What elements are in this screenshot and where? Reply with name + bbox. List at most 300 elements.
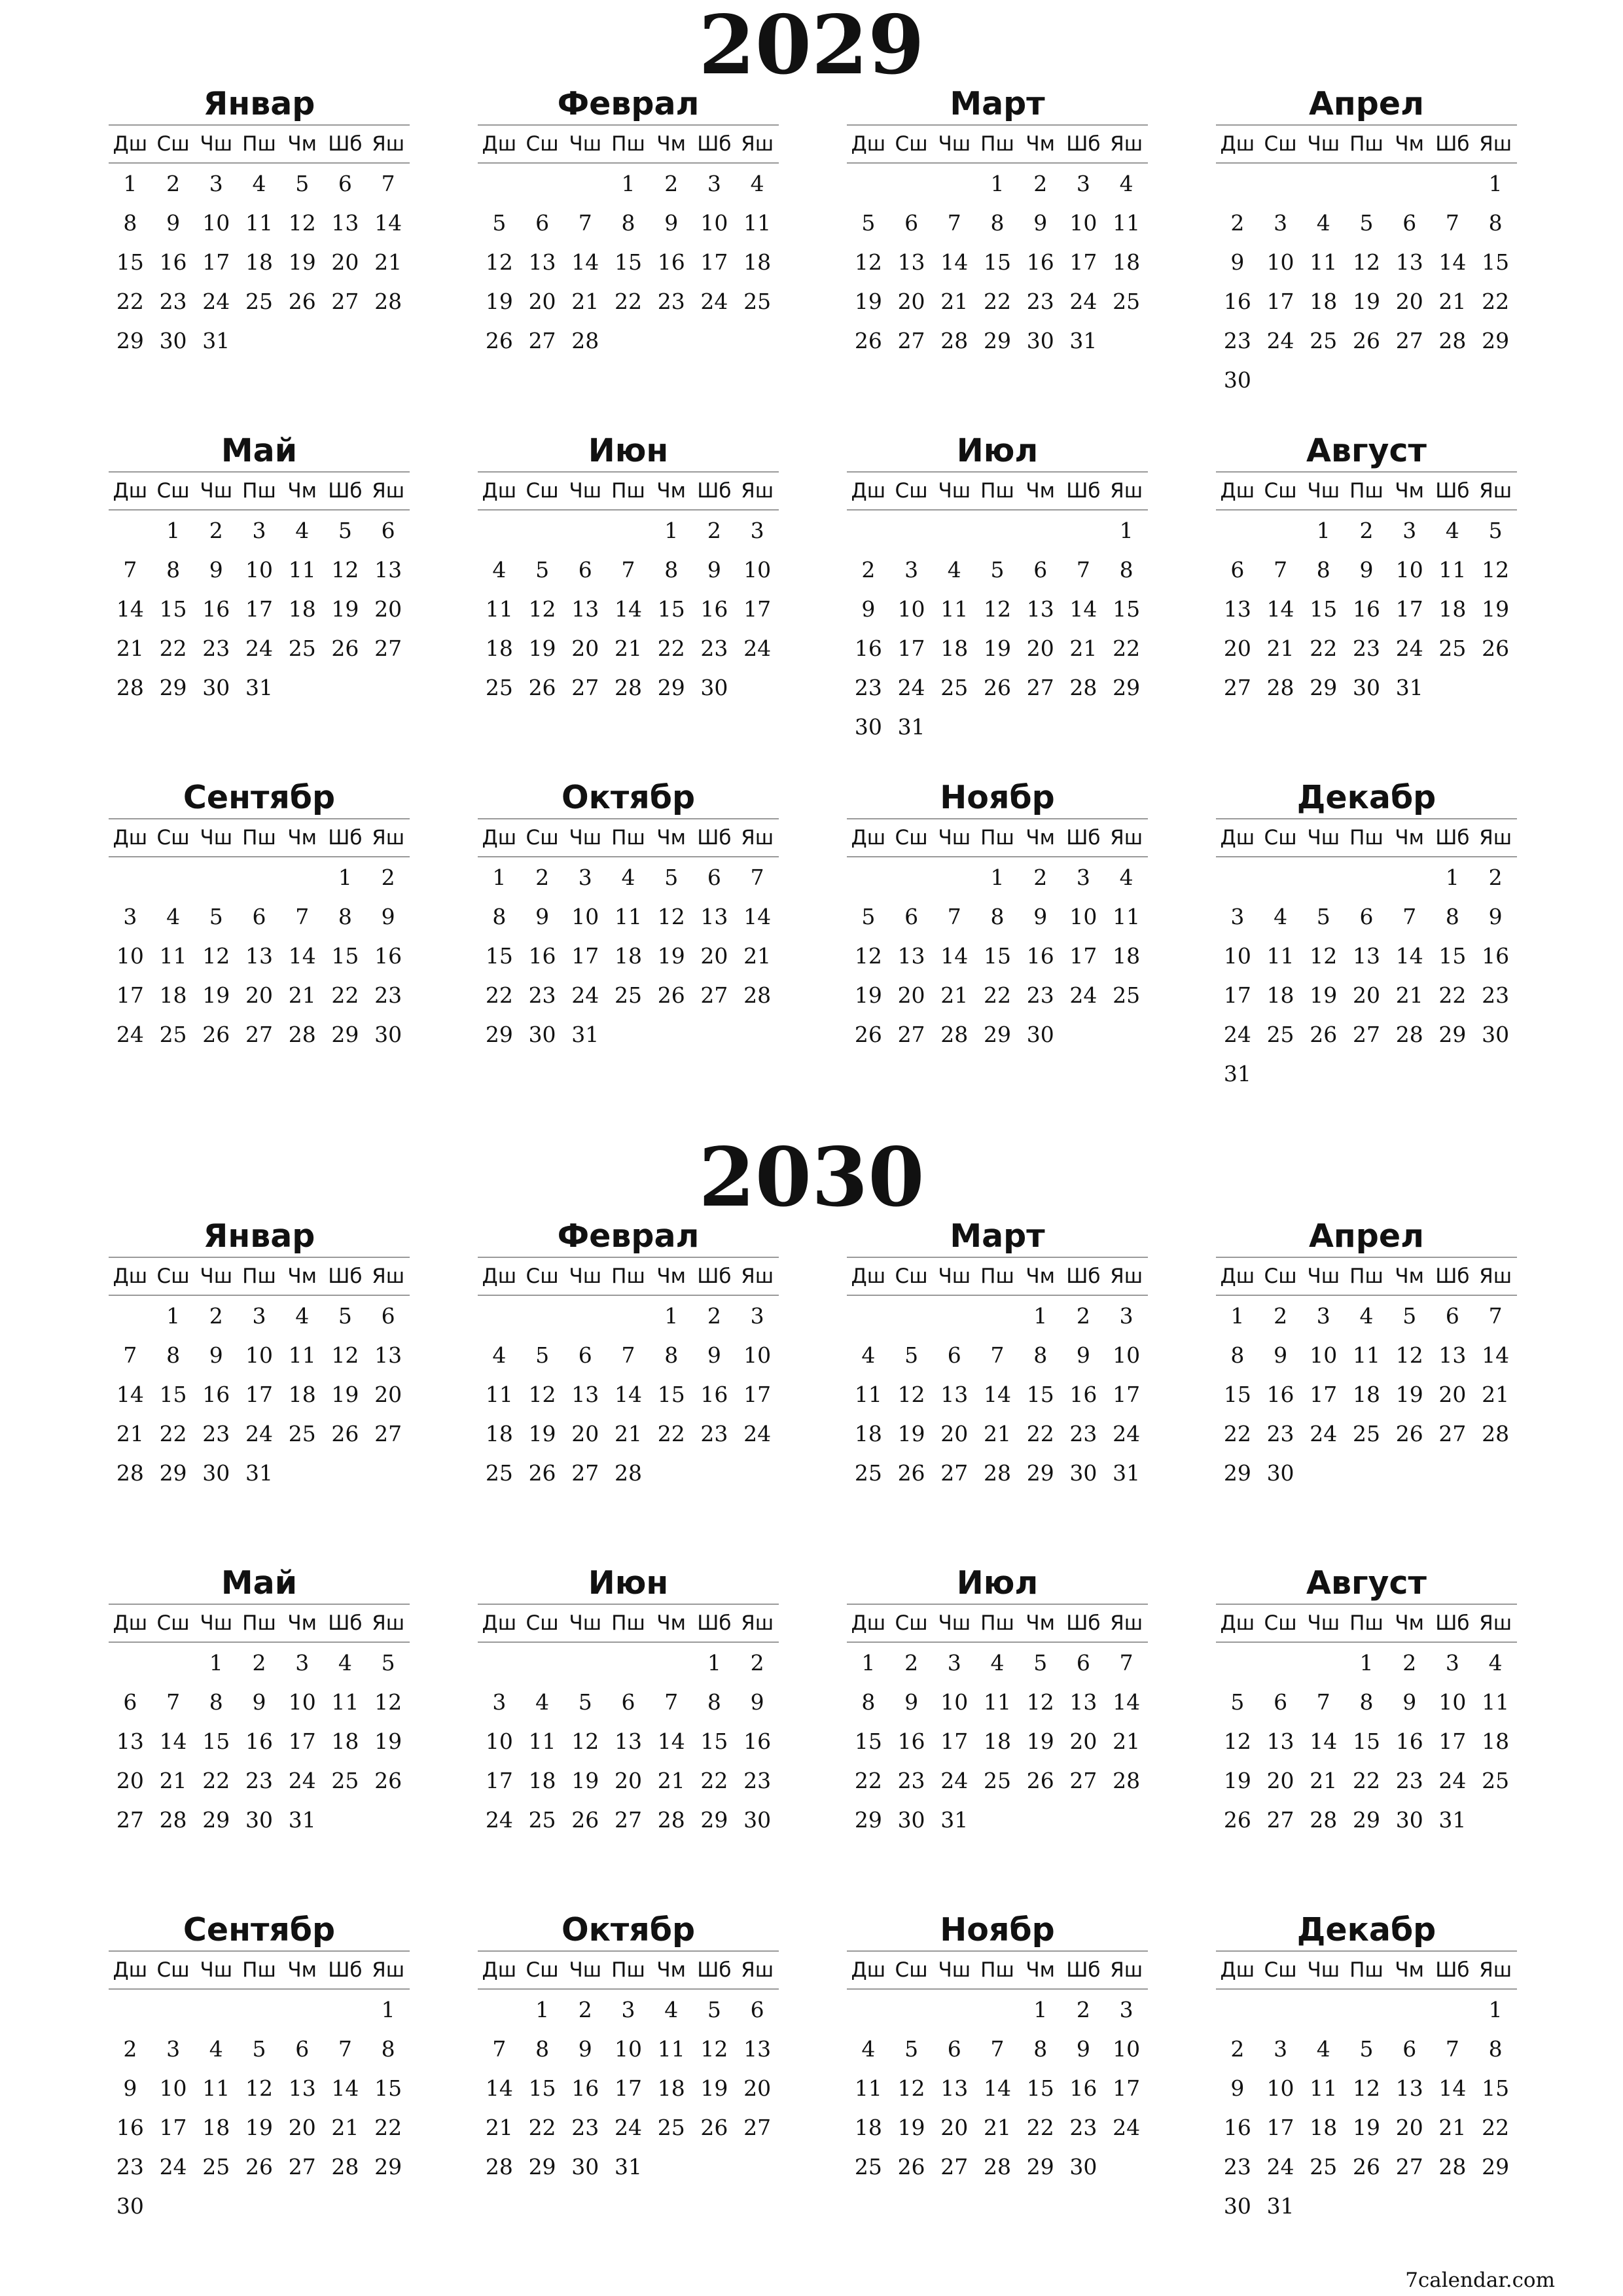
month-block	[109, 1563, 410, 1839]
weekday-label: Шб	[1435, 1958, 1470, 1982]
day-cell: 21	[940, 288, 969, 314]
day-cell: 9	[535, 903, 550, 929]
day-cell: 25	[854, 1460, 882, 1486]
month-block	[847, 431, 1148, 746]
day-cell: 19	[1352, 2114, 1380, 2140]
day-cell: 8	[664, 556, 679, 583]
day-cell: 25	[202, 2153, 230, 2179]
day-cell: 15	[202, 1728, 230, 1754]
day-cell: 23	[854, 674, 882, 700]
day-cell: 23	[1223, 2153, 1251, 2179]
day-cell: 27	[528, 327, 556, 353]
day-cell: 12	[571, 1728, 599, 1754]
day-cell: 6	[1445, 1302, 1459, 1329]
month-name: Март	[950, 85, 1045, 122]
day-cell: 11	[983, 1689, 1011, 1715]
day-cell: 21	[940, 982, 969, 1008]
day-cell: 28	[485, 2153, 513, 2179]
month-block	[1216, 84, 1517, 399]
day-cell: 25	[485, 1460, 513, 1486]
day-cell: 24	[1438, 1767, 1467, 1793]
day-cell: 1	[492, 864, 507, 890]
weekday-label: Чм	[1026, 132, 1056, 156]
day-cell: 16	[1026, 942, 1054, 969]
weekday-label: Пш	[242, 132, 276, 156]
day-cell: 12	[1352, 2075, 1380, 2101]
day-cell: 20	[331, 249, 359, 275]
weekday-label: Дш	[851, 1265, 886, 1288]
day-cell: 8	[1445, 903, 1459, 929]
day-cell: 12	[374, 1689, 402, 1715]
day-cell: 30	[374, 1021, 402, 1047]
weekday-label: Сш	[156, 1265, 190, 1288]
day-cell: 31	[245, 674, 273, 700]
weekday-header	[478, 124, 779, 164]
day-cell: 30	[202, 674, 230, 700]
day-cell: 11	[1310, 249, 1338, 275]
weekday-label: Чм	[287, 479, 317, 503]
weekday-header	[1216, 124, 1517, 164]
weekday-label: Яш	[741, 1265, 774, 1288]
day-cell: 9	[252, 1689, 266, 1715]
day-cell: 17	[1266, 2114, 1294, 2140]
weekday-label: Сш	[526, 479, 559, 503]
day-cell: 21	[1438, 2114, 1467, 2140]
day-cell: 19	[1352, 288, 1380, 314]
day-cell: 17	[743, 1381, 772, 1407]
day-cell: 22	[657, 1420, 685, 1446]
weekday-label: Яш	[741, 1611, 774, 1635]
weekday-label: Дш	[1220, 1611, 1255, 1635]
weekday-label: Пш	[242, 1611, 276, 1635]
day-cell: 2	[750, 1649, 764, 1676]
day-cell: 26	[245, 2153, 273, 2179]
day-cell: 1	[381, 1996, 395, 2022]
weekday-label: Дш	[113, 1958, 148, 1982]
weekday-label: Чм	[1026, 479, 1056, 503]
weekday-label: Пш	[980, 1265, 1014, 1288]
day-cell: 10	[202, 209, 230, 236]
day-cell: 17	[288, 1728, 316, 1754]
day-cell: 23	[528, 982, 556, 1008]
day-cell: 8	[1119, 556, 1133, 583]
day-cell: 6	[1274, 1689, 1288, 1715]
month-name: Июл	[956, 1564, 1039, 1602]
day-cell: 2	[209, 1302, 223, 1329]
day-cell: 3	[1119, 1302, 1133, 1329]
weekday-label: Яш	[1110, 479, 1143, 503]
day-cell: 14	[743, 903, 772, 929]
month-block	[1216, 1910, 1517, 2225]
day-cell: 29	[983, 1021, 1011, 1047]
day-cell: 28	[1438, 327, 1467, 353]
day-cell: 14	[1069, 596, 1097, 622]
day-cell: 21	[485, 2114, 513, 2140]
day-cell: 15	[657, 596, 685, 622]
day-cell: 23	[1352, 635, 1380, 661]
day-cell: 9	[750, 1689, 764, 1715]
day-cell: 1	[123, 170, 137, 196]
month-name: Август	[1306, 432, 1427, 469]
day-cell: 7	[381, 170, 395, 196]
month-name: Июл	[956, 432, 1039, 469]
days-grid	[478, 1296, 779, 1492]
day-cell: 31	[1266, 2193, 1294, 2219]
day-cell: 8	[861, 1689, 876, 1715]
day-cell: 16	[202, 1381, 230, 1407]
day-cell: 18	[743, 249, 772, 275]
day-cell: 13	[1266, 1728, 1294, 1754]
day-cell: 4	[166, 903, 181, 929]
day-cell: 16	[1026, 249, 1054, 275]
weekday-label: Шб	[1435, 1265, 1470, 1288]
weekday-label: Дш	[482, 132, 517, 156]
day-cell: 12	[983, 596, 1011, 622]
weekday-label: Дш	[1220, 479, 1255, 503]
weekday-label: Чш	[200, 479, 233, 503]
day-cell: 1	[861, 1649, 876, 1676]
day-cell: 3	[1274, 209, 1288, 236]
day-cell: 18	[1266, 982, 1294, 1008]
day-cell: 22	[1026, 2114, 1054, 2140]
day-cell: 27	[116, 1806, 144, 1833]
day-cell: 26	[1026, 1767, 1054, 1793]
day-cell: 23	[202, 1420, 230, 1446]
day-cell: 26	[1352, 327, 1380, 353]
day-cell: 12	[1223, 1728, 1251, 1754]
month-block	[1216, 778, 1517, 1093]
weekday-header	[478, 471, 779, 511]
day-cell: 25	[1482, 1767, 1510, 1793]
day-cell: 3	[209, 170, 223, 196]
weekday-label: Шб	[1066, 1265, 1101, 1288]
day-cell: 4	[1316, 2036, 1330, 2062]
weekday-label: Яш	[1479, 479, 1512, 503]
day-cell: 15	[374, 2075, 402, 2101]
weekday-label: Пш	[1349, 826, 1383, 850]
day-cell: 6	[947, 1342, 961, 1368]
weekday-label: Шб	[328, 826, 363, 850]
day-cell: 28	[940, 327, 969, 353]
day-cell: 14	[485, 2075, 513, 2101]
day-cell: 30	[202, 1460, 230, 1486]
day-cell: 28	[1482, 1420, 1510, 1446]
weekday-label: Пш	[980, 1958, 1014, 1982]
day-cell: 5	[861, 903, 876, 929]
weekday-header	[478, 1950, 779, 1990]
day-cell: 13	[1069, 1689, 1097, 1715]
year-title-1: 2030	[698, 1130, 925, 1225]
day-cell: 26	[1395, 1420, 1423, 1446]
weekday-label: Пш	[980, 826, 1014, 850]
day-cell: 1	[1316, 517, 1330, 543]
day-cell: 21	[159, 1767, 187, 1793]
day-cell: 12	[657, 903, 685, 929]
day-cell: 21	[983, 1420, 1011, 1446]
day-cell: 21	[743, 942, 772, 969]
day-cell: 6	[252, 903, 266, 929]
day-cell: 27	[331, 288, 359, 314]
day-cell: 15	[983, 942, 1011, 969]
day-cell: 25	[288, 635, 316, 661]
day-cell: 5	[1402, 1302, 1417, 1329]
month-block	[1216, 1563, 1517, 1839]
month-block	[478, 1563, 779, 1839]
day-cell: 24	[1395, 635, 1423, 661]
day-cell: 30	[854, 713, 882, 740]
weekday-label: Яш	[372, 1265, 405, 1288]
day-cell: 3	[1316, 1302, 1330, 1329]
day-cell: 8	[1230, 1342, 1245, 1368]
weekday-label: Чш	[938, 1958, 971, 1982]
day-cell: 22	[1352, 1767, 1380, 1793]
weekday-label: Яш	[741, 479, 774, 503]
day-cell: 7	[295, 903, 310, 929]
day-cell: 6	[578, 556, 592, 583]
day-cell: 13	[528, 249, 556, 275]
weekday-label: Чм	[656, 1958, 687, 1982]
day-cell: 5	[492, 209, 507, 236]
day-cell: 27	[1026, 674, 1054, 700]
day-cell: 19	[897, 1420, 925, 1446]
weekday-header	[847, 471, 1148, 511]
day-cell: 11	[614, 903, 642, 929]
month-name: Январ	[203, 85, 315, 122]
day-cell: 31	[202, 327, 230, 353]
day-cell: 21	[1438, 288, 1467, 314]
day-cell: 16	[1223, 2114, 1251, 2140]
footer-site[interactable]: 7calendar.com	[1405, 2269, 1555, 2292]
weekday-label: Чм	[287, 1611, 317, 1635]
day-cell: 7	[1402, 903, 1417, 929]
day-cell: 27	[288, 2153, 316, 2179]
month-block	[847, 1216, 1148, 1492]
day-cell: 20	[571, 635, 599, 661]
weekday-label: Чм	[1026, 1265, 1056, 1288]
day-cell: 22	[1026, 1420, 1054, 1446]
day-cell: 25	[614, 982, 642, 1008]
day-cell: 24	[571, 982, 599, 1008]
day-cell: 28	[288, 1021, 316, 1047]
days-grid	[478, 511, 779, 707]
weekday-label: Чш	[200, 1958, 233, 1982]
day-cell: 20	[1266, 1767, 1294, 1793]
day-cell: 3	[1076, 864, 1090, 890]
day-cell: 4	[990, 1649, 1005, 1676]
day-cell: 11	[1352, 1342, 1380, 1368]
weekday-header	[478, 818, 779, 857]
day-cell: 22	[159, 635, 187, 661]
day-cell: 17	[743, 596, 772, 622]
day-cell: 29	[1438, 1021, 1467, 1047]
day-cell: 29	[528, 2153, 556, 2179]
day-cell: 11	[1438, 556, 1467, 583]
weekday-label: Пш	[242, 826, 276, 850]
day-cell: 10	[288, 1689, 316, 1715]
day-cell: 24	[1266, 2153, 1294, 2179]
day-cell: 8	[1033, 2036, 1048, 2062]
weekday-label: Сш	[895, 826, 928, 850]
day-cell: 19	[1482, 596, 1510, 622]
days-grid	[847, 1990, 1148, 2186]
day-cell: 2	[1488, 864, 1503, 890]
month-block	[478, 1216, 779, 1492]
weekday-label: Сш	[1264, 826, 1297, 850]
day-cell: 8	[209, 1689, 223, 1715]
day-cell: 7	[166, 1689, 181, 1715]
month-name: Сентябр	[183, 1911, 336, 1948]
month-name: Сентябр	[183, 779, 336, 816]
month-name: Апрел	[1309, 1217, 1424, 1255]
day-cell: 21	[331, 2114, 359, 2140]
day-cell: 4	[338, 1649, 352, 1676]
day-cell: 5	[338, 517, 352, 543]
day-cell: 3	[750, 1302, 764, 1329]
weekday-label: Пш	[1349, 1265, 1383, 1288]
day-cell: 1	[535, 1996, 550, 2022]
days-grid	[1216, 1296, 1517, 1492]
weekday-header	[109, 1257, 410, 1296]
month-name: Август	[1306, 1564, 1427, 1602]
weekday-label: Чш	[938, 1265, 971, 1288]
day-cell: 14	[614, 1381, 642, 1407]
day-cell: 10	[743, 1342, 772, 1368]
weekday-label: Чш	[569, 1611, 602, 1635]
day-cell: 14	[1482, 1342, 1510, 1368]
day-cell: 4	[492, 556, 507, 583]
day-cell: 8	[381, 2036, 395, 2062]
day-cell: 15	[1310, 596, 1338, 622]
day-cell: 28	[571, 327, 599, 353]
day-cell: 30	[116, 2193, 144, 2219]
day-cell: 15	[1026, 2075, 1054, 2101]
day-cell: 20	[374, 1381, 402, 1407]
day-cell: 17	[571, 942, 599, 969]
day-cell: 28	[1310, 1806, 1338, 1833]
day-cell: 19	[331, 1381, 359, 1407]
day-cell: 3	[707, 170, 721, 196]
day-cell: 27	[374, 1420, 402, 1446]
day-cell: 14	[1266, 596, 1294, 622]
day-cell: 29	[1482, 2153, 1510, 2179]
day-cell: 27	[897, 327, 925, 353]
weekday-label: Чш	[938, 479, 971, 503]
weekday-label: Чм	[1026, 826, 1056, 850]
day-cell: 3	[578, 864, 592, 890]
day-cell: 13	[571, 596, 599, 622]
day-cell: 24	[614, 2114, 642, 2140]
days-grid	[847, 164, 1148, 360]
day-cell: 29	[1026, 2153, 1054, 2179]
day-cell: 13	[940, 1381, 969, 1407]
day-cell: 19	[854, 288, 882, 314]
day-cell: 8	[123, 209, 137, 236]
day-cell: 12	[245, 2075, 273, 2101]
day-cell: 28	[940, 1021, 969, 1047]
weekday-label: Яш	[1110, 1611, 1143, 1635]
day-cell: 15	[1352, 1728, 1380, 1754]
day-cell: 5	[904, 1342, 919, 1368]
day-cell: 17	[202, 249, 230, 275]
day-cell: 26	[897, 1460, 925, 1486]
day-cell: 7	[621, 1342, 635, 1368]
weekday-label: Чм	[1395, 132, 1425, 156]
day-cell: 1	[1033, 1302, 1048, 1329]
day-cell: 16	[743, 1728, 772, 1754]
day-cell: 26	[528, 1460, 556, 1486]
day-cell: 1	[1033, 1996, 1048, 2022]
weekday-label: Пш	[611, 132, 645, 156]
day-cell: 1	[209, 1649, 223, 1676]
day-cell: 16	[116, 2114, 144, 2140]
day-cell: 21	[288, 982, 316, 1008]
day-cell: 4	[1359, 1302, 1374, 1329]
day-cell: 11	[1310, 2075, 1338, 2101]
day-cell: 16	[374, 942, 402, 969]
day-cell: 22	[331, 982, 359, 1008]
day-cell: 7	[1445, 2036, 1459, 2062]
weekday-label: Шб	[328, 1265, 363, 1288]
days-grid	[109, 511, 410, 707]
day-cell: 3	[1402, 517, 1417, 543]
weekday-label: Сш	[895, 1611, 928, 1635]
day-cell: 6	[1402, 2036, 1417, 2062]
day-cell: 7	[492, 2036, 507, 2062]
weekday-label: Яш	[1479, 1265, 1512, 1288]
weekday-header	[478, 1257, 779, 1296]
day-cell: 10	[116, 942, 144, 969]
day-cell: 6	[750, 1996, 764, 2022]
day-cell: 15	[1482, 2075, 1510, 2101]
day-cell: 22	[854, 1767, 882, 1793]
day-cell: 31	[245, 1460, 273, 1486]
day-cell: 14	[614, 596, 642, 622]
month-block	[478, 1910, 779, 2186]
day-cell: 21	[983, 2114, 1011, 2140]
day-cell: 29	[1113, 674, 1141, 700]
weekday-label: Дш	[113, 1265, 148, 1288]
day-cell: 17	[1266, 288, 1294, 314]
day-cell: 27	[940, 2153, 969, 2179]
weekday-header	[109, 1604, 410, 1643]
day-cell: 5	[535, 1342, 550, 1368]
day-cell: 23	[700, 1420, 728, 1446]
day-cell: 30	[1266, 1460, 1294, 1486]
day-cell: 2	[1076, 1302, 1090, 1329]
day-cell: 30	[700, 674, 728, 700]
day-cell: 5	[209, 903, 223, 929]
day-cell: 13	[245, 942, 273, 969]
day-cell: 22	[485, 982, 513, 1008]
weekday-label: Сш	[1264, 1611, 1297, 1635]
day-cell: 9	[209, 556, 223, 583]
day-cell: 31	[614, 2153, 642, 2179]
day-cell: 7	[338, 2036, 352, 2062]
day-cell: 30	[528, 1021, 556, 1047]
day-cell: 19	[1026, 1728, 1054, 1754]
day-cell: 1	[1359, 1649, 1374, 1676]
days-grid	[847, 1296, 1148, 1492]
day-cell: 2	[1230, 2036, 1245, 2062]
weekday-header	[847, 818, 1148, 857]
weekday-label: Пш	[611, 1265, 645, 1288]
day-cell: 20	[1069, 1728, 1097, 1754]
day-cell: 1	[1488, 1996, 1503, 2022]
day-cell: 19	[202, 982, 230, 1008]
day-cell: 2	[861, 556, 876, 583]
month-name: Декабр	[1296, 1911, 1436, 1948]
day-cell: 10	[897, 596, 925, 622]
